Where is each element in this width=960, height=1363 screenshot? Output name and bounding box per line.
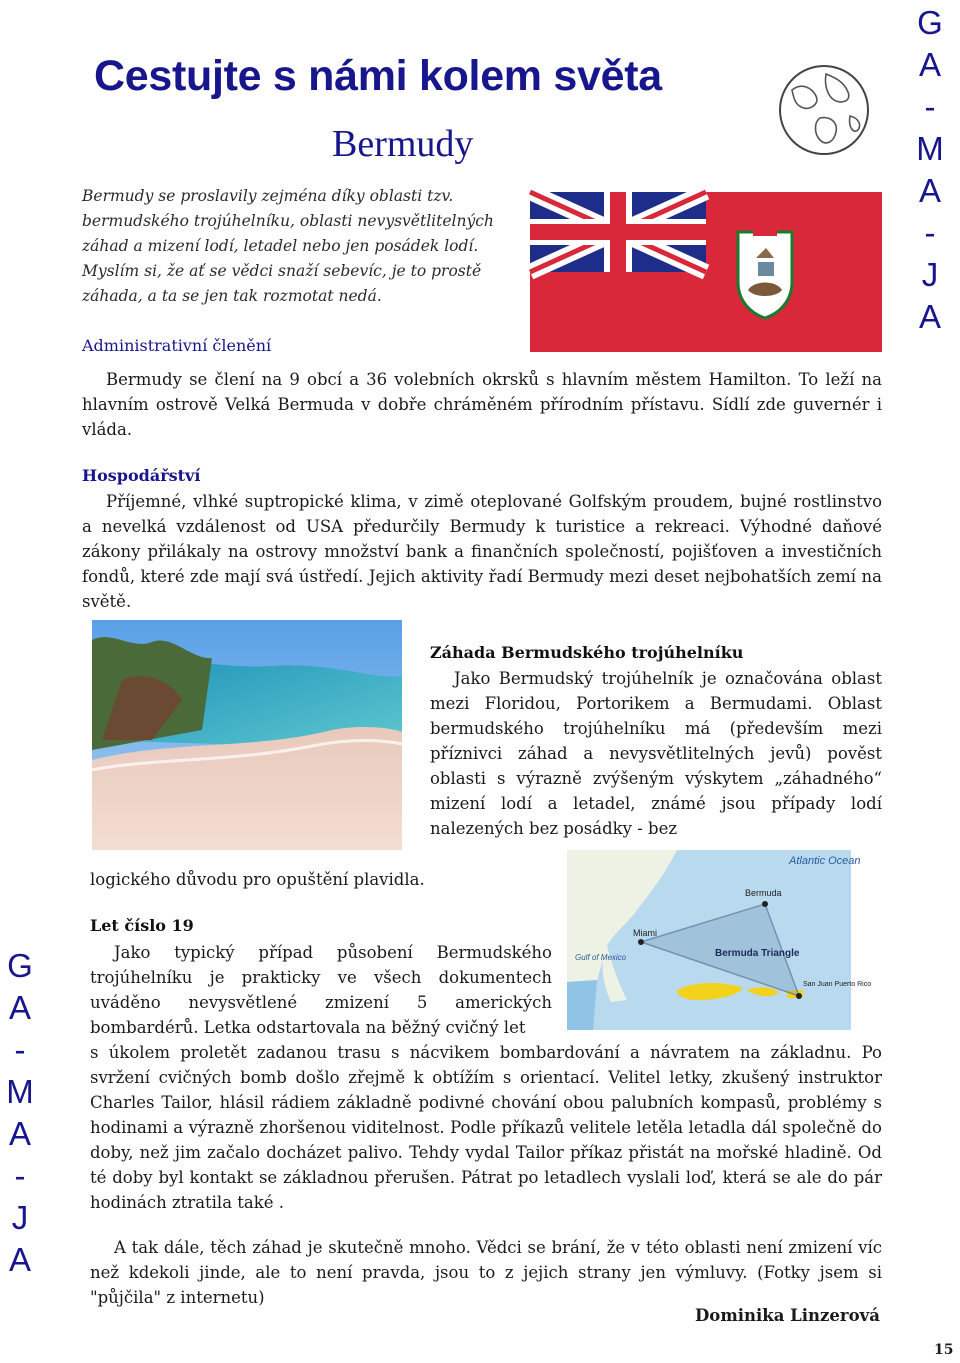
side-letter: - xyxy=(924,214,936,251)
map-label-miami: Miami xyxy=(633,928,657,938)
closing-text: A tak dále, těch záhad je skutečně mnoho. Vědci se brání, že v této oblasti není zmizení víc než kdekoli jinde, ale to není pravda, jsou to z jejich strany jen výmluvy. (Fotky jsem si "půjčila" z internetu) xyxy=(90,1238,882,1307)
economy-text: Příjemné, vlhké suptropické klima, v zimě oteplované Golfským proudem, bujné rostlinstvo a nevelká vzdálenost od USA předurčily Bermudy k turistice a rekreaci. Výhodné daňové zákony přilákaly na ostrovy množství bank a finančních společností, pojišťoven a investičních fondů, které zde mají svá ústředí. Jejich aktivity řadí Bermudy mezi deset nejbohatších zemí na světě. xyxy=(82,492,882,611)
side-letter: A xyxy=(8,1115,31,1152)
side-letter: A xyxy=(918,46,941,83)
side-letter: A xyxy=(8,1241,31,1278)
closing-paragraph xyxy=(90,1235,882,1310)
flight-paragraph xyxy=(90,940,552,1040)
page-number: 15 xyxy=(934,1342,954,1358)
side-letter: J xyxy=(11,1199,29,1236)
mystery-paragraph xyxy=(430,666,882,841)
page-title: Cestujte s námi kolem světa xyxy=(94,52,662,100)
side-letter: G xyxy=(917,4,943,41)
flight-paragraph-continued: s úkolem proletět zadanou trasu s nácvikem bombardování a návratem na základnu. Po svržení cvičných bomb došlo zřejmě k obtížím s orientací. Velitel letky, zkušený instruktor Charles Tailor, hlásil rádiem základně podivné chování obou palubních kompasů, problémy s hodinami a výrazně zhoršenou viditelnost. Podle příkazů velitele letěla letadla dál společně do doby, než jim začalo docházet palivo. Tehdy vydal Tailor příkaz přistát na mořské hladině. Od té doby byl kontakt se základnou přerušen. Pátrat po letadlech vyslali loď, která se ale do pár hodinách ztratila také . xyxy=(90,1043,882,1212)
side-letters-top xyxy=(910,2,950,338)
mystery-heading: Záhada Bermudského trojúhelníku xyxy=(430,643,744,662)
bermuda-triangle-map xyxy=(567,850,872,1030)
economy-paragraph xyxy=(82,489,882,614)
side-letter: G xyxy=(7,947,33,984)
side-letter: - xyxy=(14,1157,26,1194)
side-letter: - xyxy=(924,88,936,125)
side-letters-bottom xyxy=(0,945,40,1281)
page-subtitle: Bermudy xyxy=(332,123,474,165)
author-signature: Dominika Linzerová xyxy=(695,1306,880,1325)
side-letter: M xyxy=(6,1073,34,1110)
admin-paragraph xyxy=(82,367,882,442)
side-letter: A xyxy=(918,172,941,209)
intro-paragraph: Bermudy se proslavily zejména díky oblasti tzv. bermudského trojúhelníku, oblasti nevysvětlitelných záhad a mizení lodí, letadel nebo jen posádek lodí. Myslím si, že ať se vědci snaží sebevíc, je to prostě záhada, a ta se jen tak rozmotat nedá. xyxy=(82,187,494,305)
admin-heading: Administrativní členění xyxy=(82,336,272,355)
flight-heading: Let číslo 19 xyxy=(90,916,194,935)
admin-text: Bermudy se člení na 9 obcí a 36 volebních okrsků s hlavním městem Hamilton. To leží na hlavním ostrově Velká Bermuda v dobře chráměném přírodním přístavu. Sídlí zde guvernér i vláda. xyxy=(82,370,882,439)
map-label-triangle: Bermuda Triangle xyxy=(715,948,800,959)
mystery-text: Jako Bermudský trojúhelník je označována oblast mezi Floridou, Portorikem a Bermudami. Oblast bermudského trojúhelníku má (především mezi příznivci záhad a nevysvětlitelných jevů) pověst oblasti s výrazně zvýšeným výskytem „záhadného“ mizení lodí a letadel, známé jsou případy lodí nalezených bez posádky - bez xyxy=(430,669,882,838)
flight-text-1: Jako typický případ působení Bermudského trojúhelníku je prakticky ve všech dokumentech uváděno nevysvětlené zmizení 5 amerických bombardérů. Letka odstartovala na běžný cvičný let xyxy=(90,943,552,1037)
map-label-ocean: Atlantic Ocean xyxy=(789,855,861,867)
side-letter: A xyxy=(918,298,941,335)
beach-photo xyxy=(92,620,402,850)
side-letter: - xyxy=(14,1031,26,1068)
side-letter: M xyxy=(916,130,944,167)
map-label-sanjuan: San Juan Puerto Rico xyxy=(803,981,872,988)
mystery-paragraph-end: logického důvodu pro opuštění plavidla. xyxy=(90,870,425,889)
bermuda-flag xyxy=(530,192,882,352)
economy-heading: Hospodářství xyxy=(82,466,201,485)
side-letter: J xyxy=(921,256,939,293)
map-label-gulf: Gulf of Mexico xyxy=(575,953,627,962)
side-letter: A xyxy=(8,989,31,1026)
map-label-bermuda: Bermuda xyxy=(745,888,782,898)
coat-of-arms-icon xyxy=(738,220,792,318)
globe-icon xyxy=(774,60,874,160)
union-jack xyxy=(530,192,706,272)
